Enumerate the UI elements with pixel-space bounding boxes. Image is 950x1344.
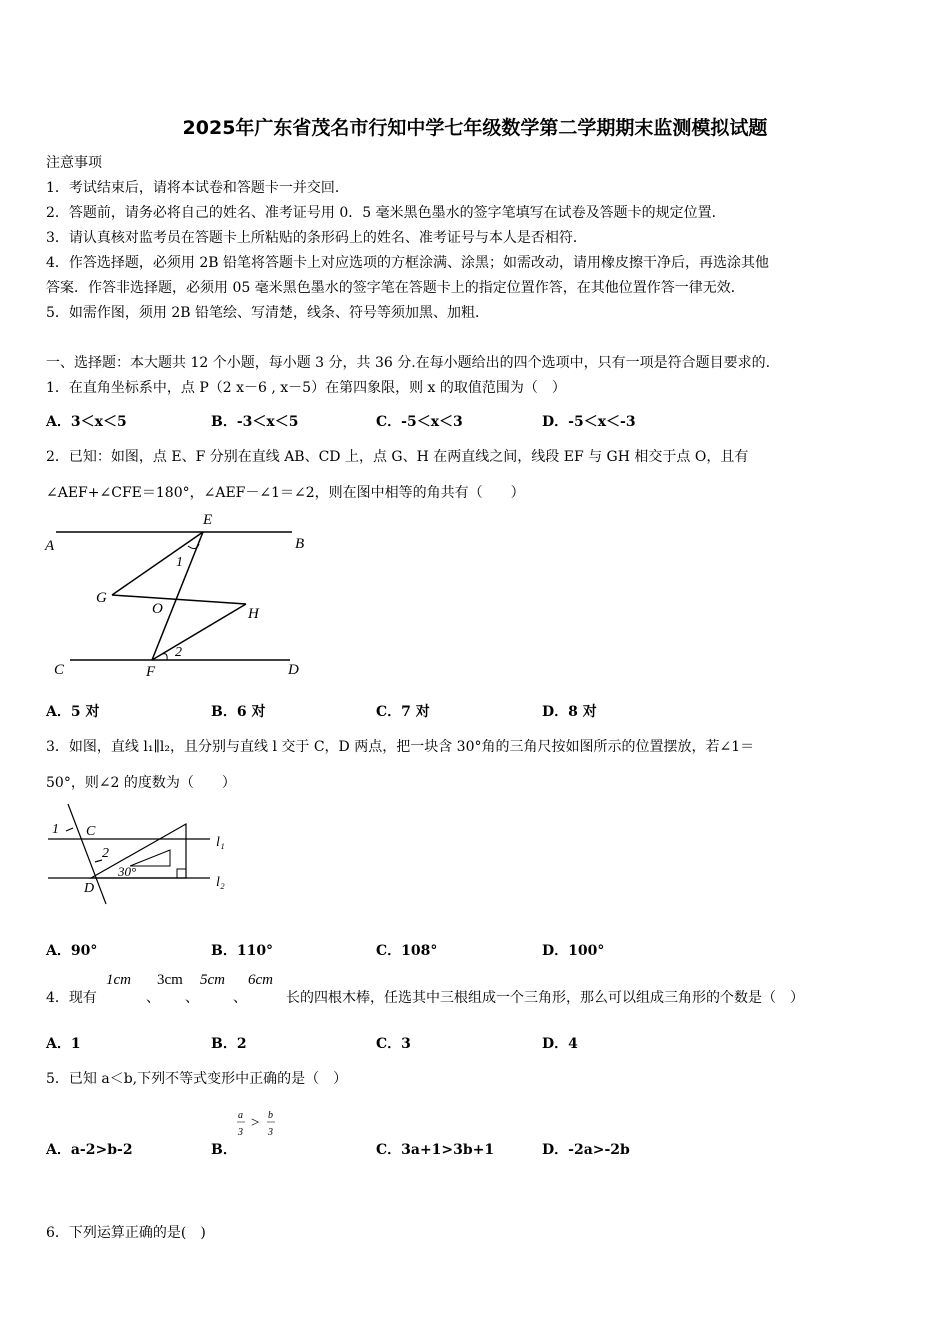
notice-item: 4．作答选择题，必须用 2B 铅笔将答题卡上对应选项的方框涂满、涂黑；如需改动，请用橡皮擦干净后，再选涂其他: [46, 255, 769, 271]
notice-item: 1．考试结束后，请将本试卷和答题卡一并交回．: [46, 180, 349, 196]
q4-length-1: 1cm: [106, 972, 131, 988]
q4-length-4: 6cm: [248, 972, 273, 988]
label-g: G: [96, 590, 107, 606]
q5-option-c: C．3a+1>3b+1: [376, 1142, 495, 1158]
q3-option-c: C．108°: [376, 943, 438, 959]
q3-stem-line2: 50°，则∠2 的度数为（ ）: [46, 775, 236, 791]
frac-denominator: 3: [238, 1127, 243, 1138]
q4-prefix: 4．现有: [46, 990, 97, 1006]
q2-option-d: D．8 对: [542, 704, 597, 720]
q2-option-a: A．5 对: [46, 704, 100, 720]
q4-length-3: 5cm: [200, 972, 225, 988]
section-heading: 一、选择题：本大题共 12 个小题，每小题 3 分，共 36 分.在每小题给出的四个选项中，只有一项是符合题目要求的.: [46, 355, 771, 371]
label-o: O: [152, 601, 163, 617]
segment-ef: [152, 532, 203, 660]
q2-option-b: B．6 对: [211, 704, 266, 720]
q2-figure: [40, 508, 320, 683]
segment-hf: [152, 604, 246, 660]
q1-option-d: D．-5＜x＜-3: [542, 414, 636, 430]
q6-stem: 6．下列运算正确的是( ): [46, 1225, 206, 1241]
label-h: H: [248, 606, 259, 622]
label-l1: l₁: [216, 835, 225, 850]
angle-2-arc: [162, 654, 167, 660]
q2-stem-line2: ∠AEF+∠CFE＝180°，∠AEF－∠1＝∠2，则在图中相等的角共有（ ）: [46, 485, 525, 501]
segment-eg: [112, 532, 203, 595]
notice-item: 答案．作答非选择题，必须用 05 毫米黑色墨水的签字笔在答题卡上的指定位置作答，在其他位置作答一律无效．: [46, 280, 745, 296]
q4-option-a: A．1: [46, 1036, 81, 1052]
notice-item: 5．如需作图，须用 2B 铅笔绘、写清楚，线条、符号等须加黑、加粗．: [46, 305, 490, 321]
angle-1-arrow: [66, 828, 73, 831]
label-angle-2: 2: [102, 846, 109, 861]
q4-suffix: 长的四根木棒，任选其中三根组成一个三角形，那么可以组成三角形的个数是（ ）: [286, 990, 804, 1006]
q1-stem: 1．在直角坐标系中，点 P（2 x－6 , x－5）在第四象限，则 x 的取值范围为（ ）: [46, 380, 566, 396]
frac-denominator: 3: [268, 1127, 273, 1138]
label-e: E: [203, 512, 213, 528]
right-angle-mark: [177, 869, 186, 878]
q4-sep: 、: [185, 990, 199, 1006]
q3-option-a: A．90°: [46, 943, 98, 959]
label-f: F: [146, 664, 156, 680]
q1-option-c: C．-5＜x＜3: [376, 414, 463, 430]
label-angle-2: 2: [175, 645, 182, 660]
frac-numerator-b: b: [268, 1110, 273, 1121]
q1-option-b: B．-3＜x＜5: [211, 414, 299, 430]
q4-sep: 、: [146, 990, 160, 1006]
label-angle-1: 1: [52, 822, 59, 837]
label-30deg: 30°: [118, 864, 137, 879]
q4-option-d: D．4: [542, 1036, 578, 1052]
frac-numerator-a: a: [238, 1110, 243, 1121]
q4-option-c: C．3: [376, 1036, 411, 1052]
q2-stem-line1: 2．已知：如图，点 E、F 分别在直线 AB、CD 上，点 G、H 在两直线之间，线段 EF 与 GH 相交于点 O，且有: [46, 449, 749, 465]
notice-heading: 注意事项: [46, 155, 102, 171]
label-c: C: [54, 662, 65, 678]
q3-option-d: D．100°: [542, 943, 605, 959]
label-d: D: [288, 662, 299, 678]
q5-option-b: B．: [211, 1142, 237, 1158]
page-title: 2025年广东省茂名市行知中学七年级数学第二学期期末监测模拟试题: [182, 117, 768, 139]
label-d: D: [84, 881, 95, 896]
q3-option-b: B．110°: [211, 943, 274, 959]
q2-option-c: C．7 对: [376, 704, 430, 720]
q1-option-a: A．3＜x＜5: [46, 414, 127, 430]
q5-option-a: A．a-2>b-2: [46, 1142, 133, 1158]
segment-gh: [112, 595, 246, 604]
label-l2: l₂: [216, 875, 225, 890]
q5-option-d: D．-2a>-2b: [542, 1142, 630, 1158]
notice-item: 2．答题前，请务必将自己的姓名、准考证号用 0．5 毫米黑色墨水的签字笔填写在试卷及答题卡的规定位置．: [46, 205, 726, 221]
q3-stem-line1: 3．如图，直线 l₁∥l₂，且分别与直线 l 交于 C，D 两点，把一块含 30°角的三角尺按如图所示的位置摆放，若∠1＝: [46, 739, 755, 755]
q5-option-b-formula: [234, 1105, 280, 1141]
greater-than: >: [250, 1115, 261, 1131]
q5-stem: 5．已知 a＜b,下列不等式变形中正确的是（ ）: [46, 1071, 348, 1087]
label-b: B: [295, 536, 305, 552]
label-c: C: [86, 824, 96, 839]
q4-length-2: 3cm: [157, 972, 183, 988]
q4-sep: 、: [233, 990, 247, 1006]
q4-option-b: B．2: [211, 1036, 247, 1052]
label-angle-1: 1: [176, 555, 183, 570]
q3-figure: [40, 800, 250, 910]
angle-2-arrow: [95, 860, 102, 862]
label-a: A: [45, 538, 55, 554]
notice-item: 3．请认真核对监考员在答题卡上所粘贴的条形码上的姓名、准考证号与本人是否相符．: [46, 230, 587, 246]
